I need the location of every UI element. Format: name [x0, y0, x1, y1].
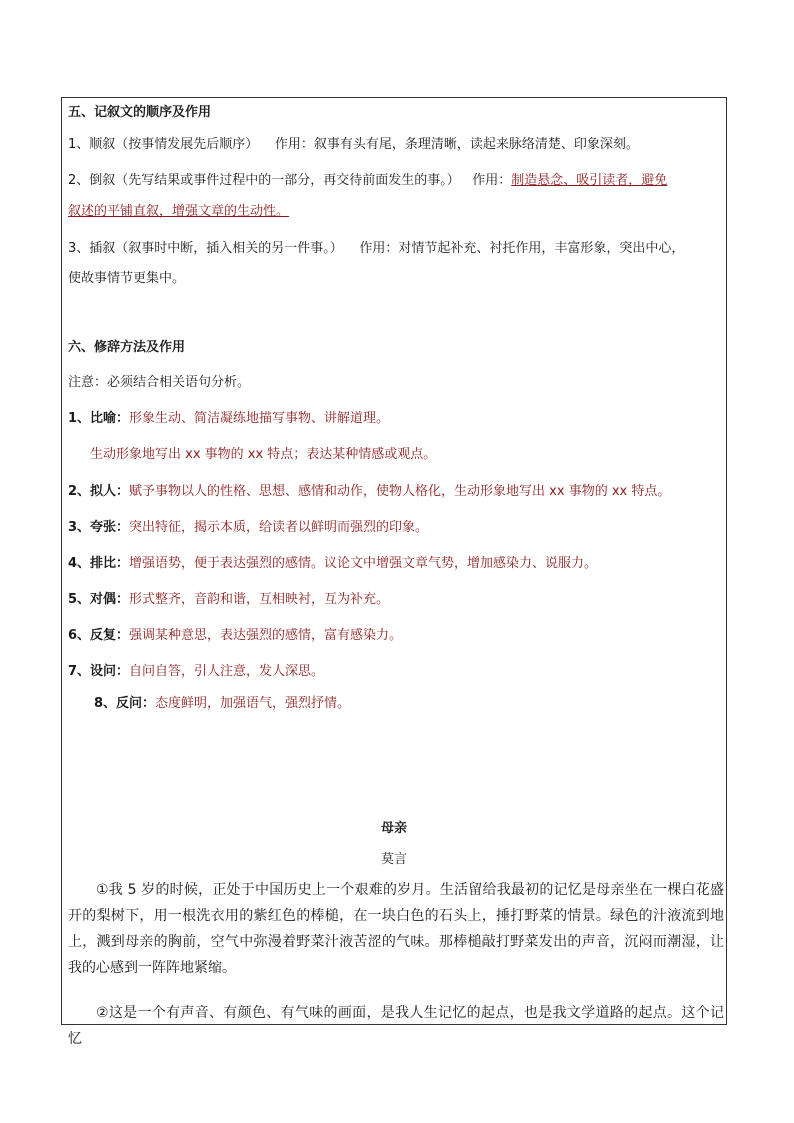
rhetoric-label: 6、反复： — [68, 628, 130, 643]
item-desc: （叙事时中断，插入相关的另一件事。） — [115, 241, 343, 256]
item-name: 插叙 — [89, 241, 116, 256]
item-number: 2、 — [68, 173, 90, 188]
effect-text-continued: 使故事情节更集中。 — [68, 271, 186, 286]
effect-text: 制造悬念、吸引读者，避免 — [511, 173, 668, 188]
rhetoric-label: 2、拟人： — [68, 484, 130, 499]
list-item — [68, 591, 389, 609]
item-name: 倒叙 — [89, 173, 116, 188]
rhetoric-text: 态度鲜明，加强语气，强烈抒情。 — [155, 696, 351, 711]
section6-heading: 六、修辞方法及作用 — [68, 340, 186, 355]
rhetoric-subtext: 生动形象地写出 xx 事物的 xx 特点；表达某种情感或观点。 — [90, 447, 437, 462]
list-item — [68, 663, 324, 681]
list-item — [68, 519, 428, 537]
section6-note: 注意：必须结合相关语句分析。 — [68, 375, 251, 390]
list-item — [68, 136, 639, 154]
item-number: 1、 — [68, 137, 90, 152]
effect-label: 作用： — [472, 173, 512, 188]
essay-author: 莫言 — [380, 852, 407, 867]
rhetoric-text: 增强语势，便于表达强烈的感情。议论文中增强文章气势，增加感染力、说服力。 — [129, 556, 598, 571]
list-item — [68, 483, 670, 501]
rhetoric-text: 形象生动、简洁凝练地描写事物、讲解道理。 — [129, 411, 390, 426]
list-item — [68, 172, 667, 190]
rhetoric-label: 1、比喻： — [68, 411, 130, 426]
rhetoric-text: 自问自答，引人注意，发人深思。 — [129, 664, 325, 679]
effect-text: 叙事有头有尾，条理清晰，读起来脉络清楚、印象深刻。 — [313, 137, 639, 152]
list-item — [94, 695, 350, 713]
effect-text: 对情节起补充、衬托作用，丰富形象，突出中心， — [398, 241, 685, 256]
item-desc: （按事情发展先后顺序） — [115, 137, 259, 152]
effect-label: 作用： — [274, 137, 314, 152]
list-item — [68, 240, 684, 258]
item-name: 顺叙 — [89, 137, 116, 152]
essay-title: 母亲 — [380, 821, 407, 836]
list-item — [68, 410, 389, 428]
effect-label: 作用： — [359, 241, 399, 256]
rhetoric-label: 8、反问： — [94, 696, 156, 711]
section5-heading: 五、记叙文的顺序及作用 — [68, 105, 212, 120]
rhetoric-text: 突出特征，揭示本质，给读者以鲜明而强烈的印象。 — [129, 520, 429, 535]
rhetoric-text: 强调某种意思，表达强烈的感情，富有感染力。 — [129, 628, 403, 643]
list-item — [68, 555, 597, 573]
rhetoric-text: 赋予事物以人的性格、思想、感情和动作，使物人格化，生动形象地写出 xx 事物的 xx 特点。 — [129, 484, 671, 499]
item-desc: （先写结果或事件过程中的一部分，再交待前面发生的事。） — [115, 173, 460, 188]
list-item — [68, 627, 402, 645]
rhetoric-label: 4、排比： — [68, 556, 130, 571]
rhetoric-label: 7、设问： — [68, 664, 130, 679]
rhetoric-text: 形式整齐，音韵和谐，互相映衬，互为补充。 — [129, 592, 390, 607]
rhetoric-label: 5、对偶： — [68, 592, 130, 607]
essay-paragraph-2: ②这是一个有声音、有颜色、有气味的画面，是我人生记忆的起点，也是我文学道路的起点。这个记忆 — [68, 1005, 724, 1047]
effect-text-continued: 叙述的平铺直叙，增强文章的生动性。 — [68, 204, 290, 219]
essay-paragraph-1: ①我 5 岁的时候，正处于中国历史上一个艰难的岁月。生活留给我最初的记忆是母亲坐在一棵白花盛开的梨树下，用一根洗衣用的紫红色的棒槌，在一块白色的石头上，捶打野菜的情景。绿色的汁液流到地上，溅到母亲的胸前，空气中弥漫着野菜汁液苦涩的气味。那棒槌敲打野菜发出的声音，沉闷而潮湿，让我的心感到一阵阵地紧缩。 — [68, 882, 724, 976]
rhetoric-label: 3、夸张： — [68, 520, 130, 535]
item-number: 3、 — [68, 241, 90, 256]
